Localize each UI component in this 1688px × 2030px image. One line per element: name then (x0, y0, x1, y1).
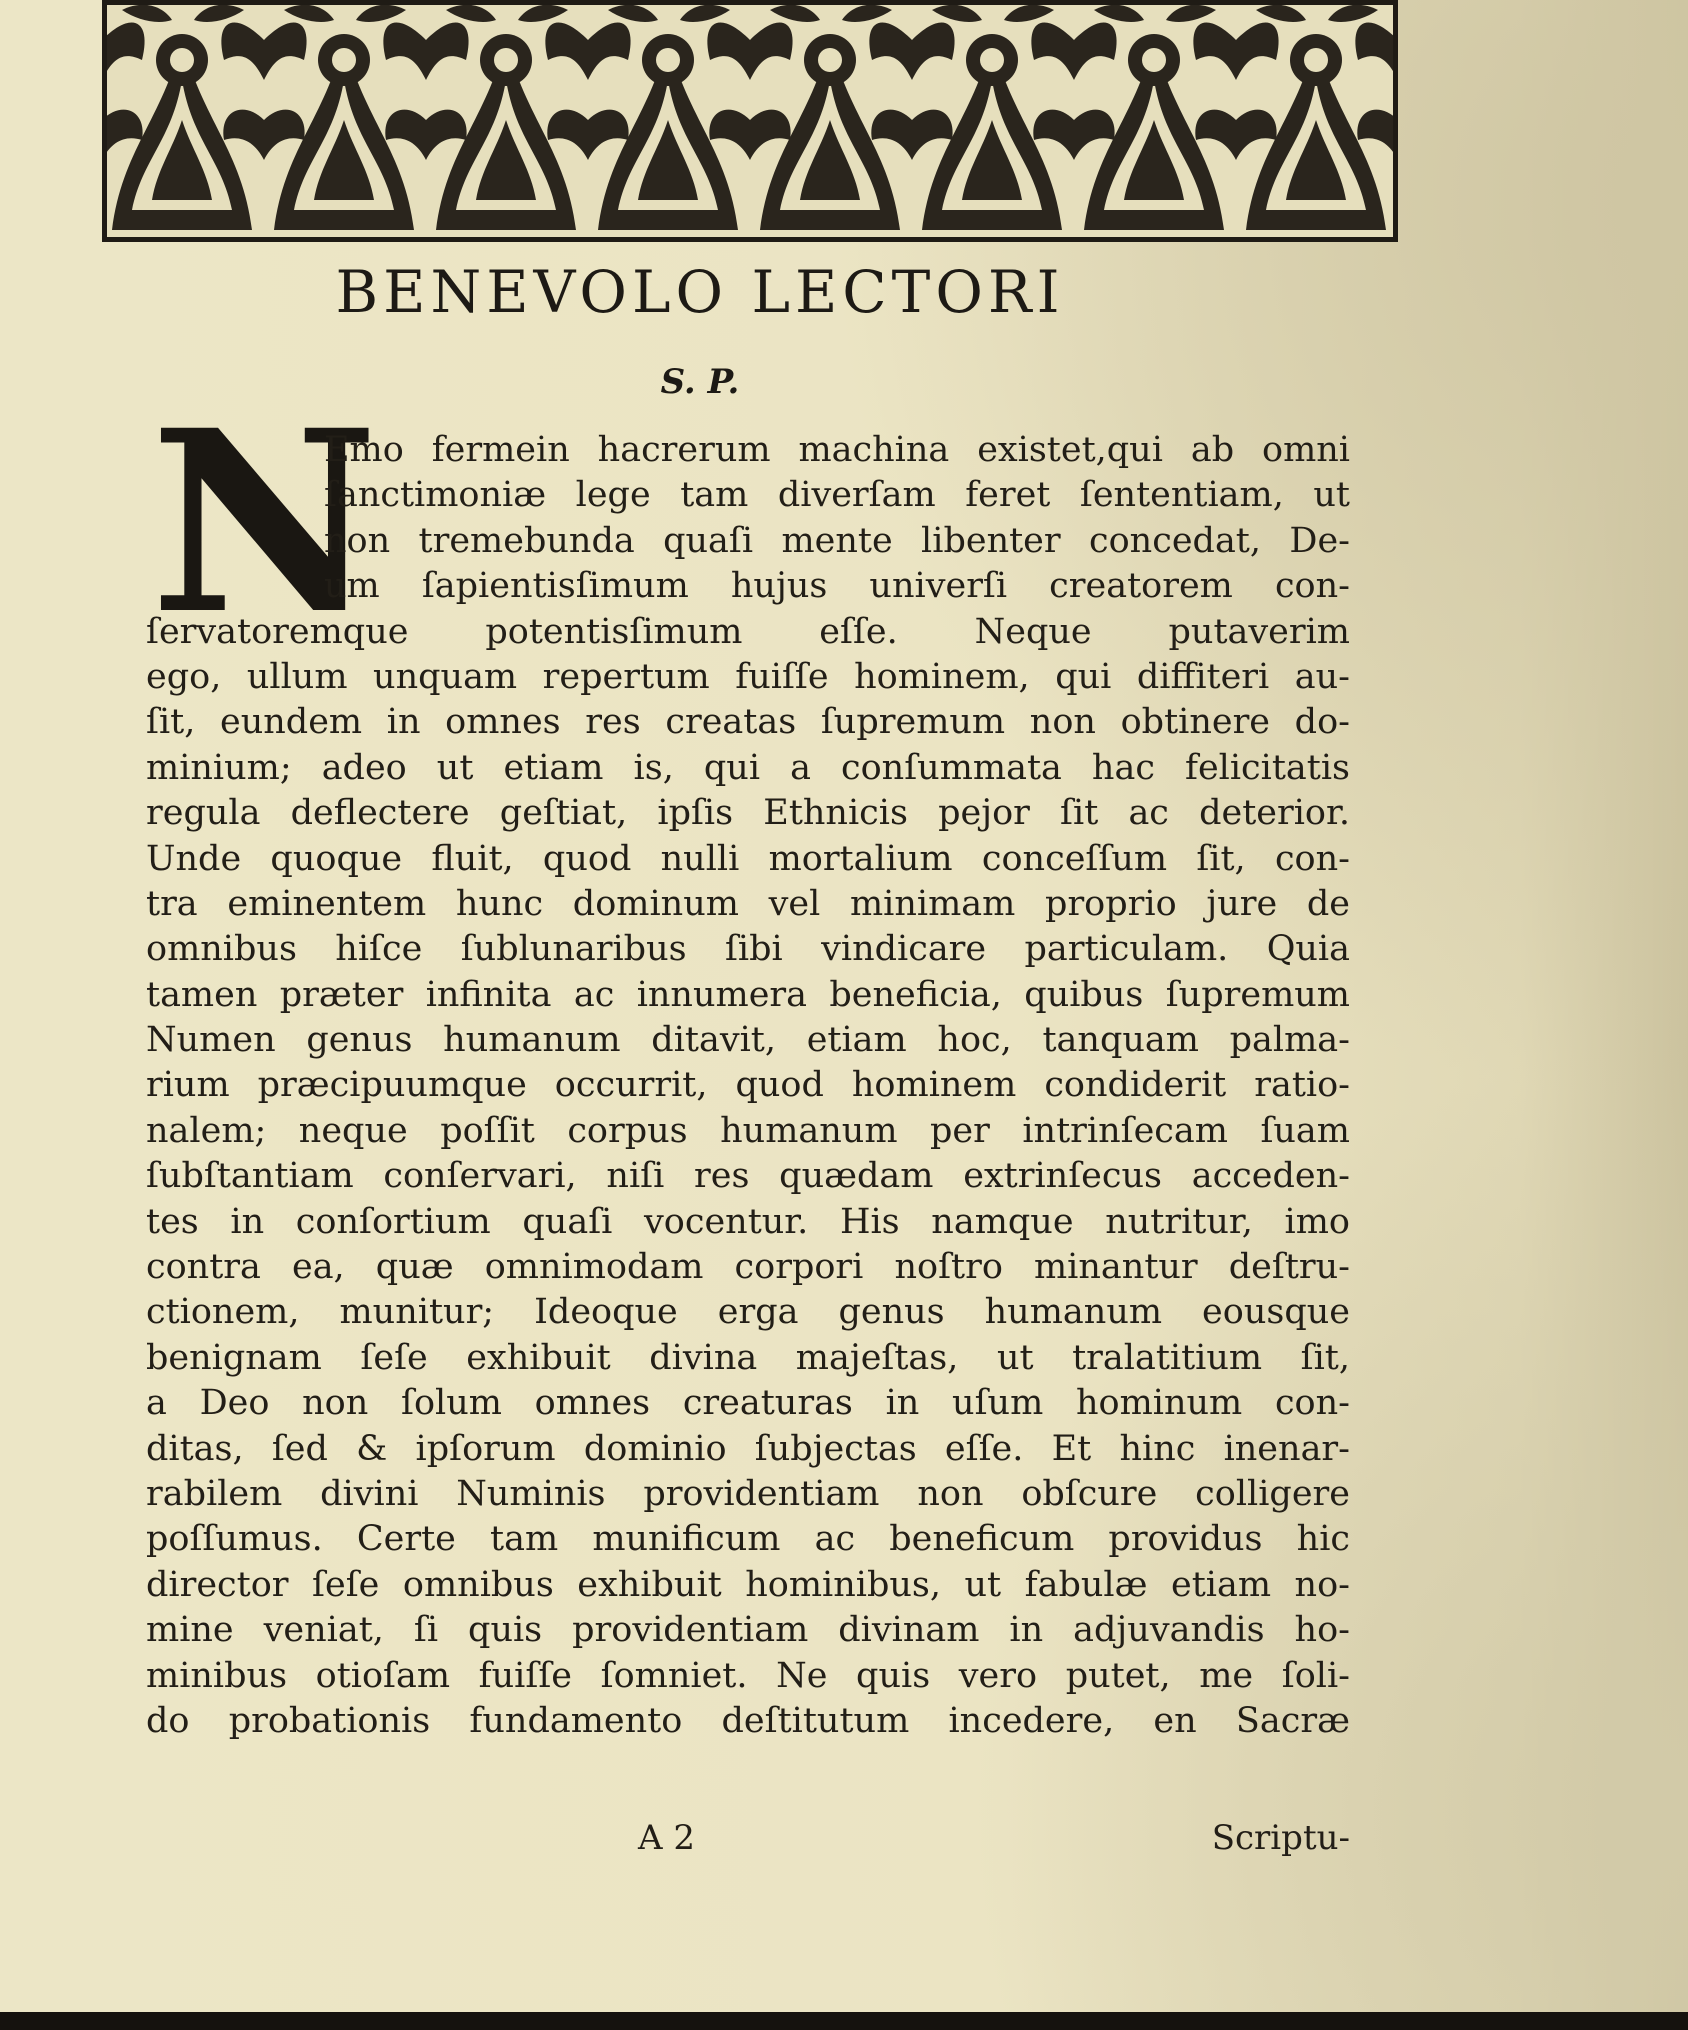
text-line: a Deo non ſolum omnes creaturas in uſum hominum con- (146, 1383, 1350, 1424)
text-line: tes in conſortium quaſi vocentur. His namque nutritur, imo (146, 1201, 1350, 1242)
catchword: Scriptu- (1211, 1818, 1350, 1858)
text-line: poſſumus. Certe tam munificum ac beneficum providus hic (146, 1519, 1350, 1560)
text-line: nalem; neque poſſit corpus humanum per intrinſecam ſuam (146, 1110, 1350, 1151)
salutation: S. P. (660, 362, 740, 402)
text-line: benignam ſeſe exhibuit divina majeſtas, ut tralatitium ſit, (146, 1337, 1350, 1378)
text-line: ctionem, munitur; Ideoque erga genus humanum eousque (146, 1292, 1350, 1333)
text-line: Numen genus humanum ditavit, etiam hoc, tanquam palma- (146, 1020, 1350, 1061)
text-line: mine veniat, ſi quis providentiam divinam in adjuvandis ho- (146, 1610, 1350, 1651)
text-line: ditas, ſed & ipſorum dominio ſubjectas eſſe. Et hinc inenar- (146, 1428, 1350, 1469)
text-line: rabilem divini Numinis providentiam non obſcure colligere (146, 1473, 1350, 1514)
text-line: minibus otioſam fuiſſe ſomniet. Ne quis vero putet, me ſoli- (146, 1655, 1350, 1696)
page-title: BENEVOLO LECTORI (335, 258, 1065, 326)
text-line: ſit, eundem in omnes res creatas ſupremum non obtinere do- (146, 702, 1350, 743)
text-line: director ſeſe omnibus exhibuit hominibus, ut fabulæ etiam no- (146, 1564, 1350, 1605)
text-line: minium; adeo ut etiam is, qui a conſummata hac felicitatis (146, 747, 1350, 788)
text-line: tra eminentem hunc dominum vel minimam proprio jure de (146, 883, 1350, 924)
text-line: do probationis fundamento deſtitutum incedere, en Sacræ (146, 1700, 1350, 1741)
page-footer (146, 1818, 1350, 1862)
text-line: um ſapientisſimum hujus univerſi creatorem con- (324, 566, 1350, 607)
text-line: ſubſtantiam conſervari, niſi res quædam extrinſecus acceden- (146, 1156, 1350, 1197)
text-line: ſervatoremque potentisſimum eſſe. Neque putaverim (146, 611, 1350, 652)
text-line: contra ea, quæ omnimodam corpori noſtro minantur deſtru- (146, 1247, 1350, 1288)
signature-mark: A 2 (638, 1818, 695, 1858)
text-line: omnibus hiſce ſublunaribus ſibi vindicare particulam. Quia (146, 929, 1350, 970)
text-line: Unde quoque fluit, quod nulli mortalium conceſſum ſit, con- (146, 838, 1350, 879)
drop-cap-initial: N (150, 375, 371, 669)
text-line: regula deflectere geſtiat, ipſis Ethnicis pejor ſit ac deterior. (146, 793, 1350, 834)
floral-headpiece-ornament (102, 0, 1398, 242)
text-line: rium præcipuumque occurrit, quod hominem condiderit ratio- (146, 1065, 1350, 1106)
text-line: Emo fermein hacrerum machina existet,qui ab omni (324, 430, 1350, 470)
scan-border (0, 2012, 1688, 2030)
text-line: ſanctimoniæ lege tam diverſam feret ſententiam, ut (324, 475, 1350, 516)
text-line: non tremebunda quaſi mente libenter concedat, De- (324, 520, 1350, 561)
text-line: tamen præter infinita ac innumera beneficia, quibus ſupremum (146, 974, 1350, 1015)
body-text (146, 428, 1350, 1744)
text-line: ego, ullum unquam repertum fuiſſe hominem, qui diffiteri au- (146, 656, 1350, 697)
